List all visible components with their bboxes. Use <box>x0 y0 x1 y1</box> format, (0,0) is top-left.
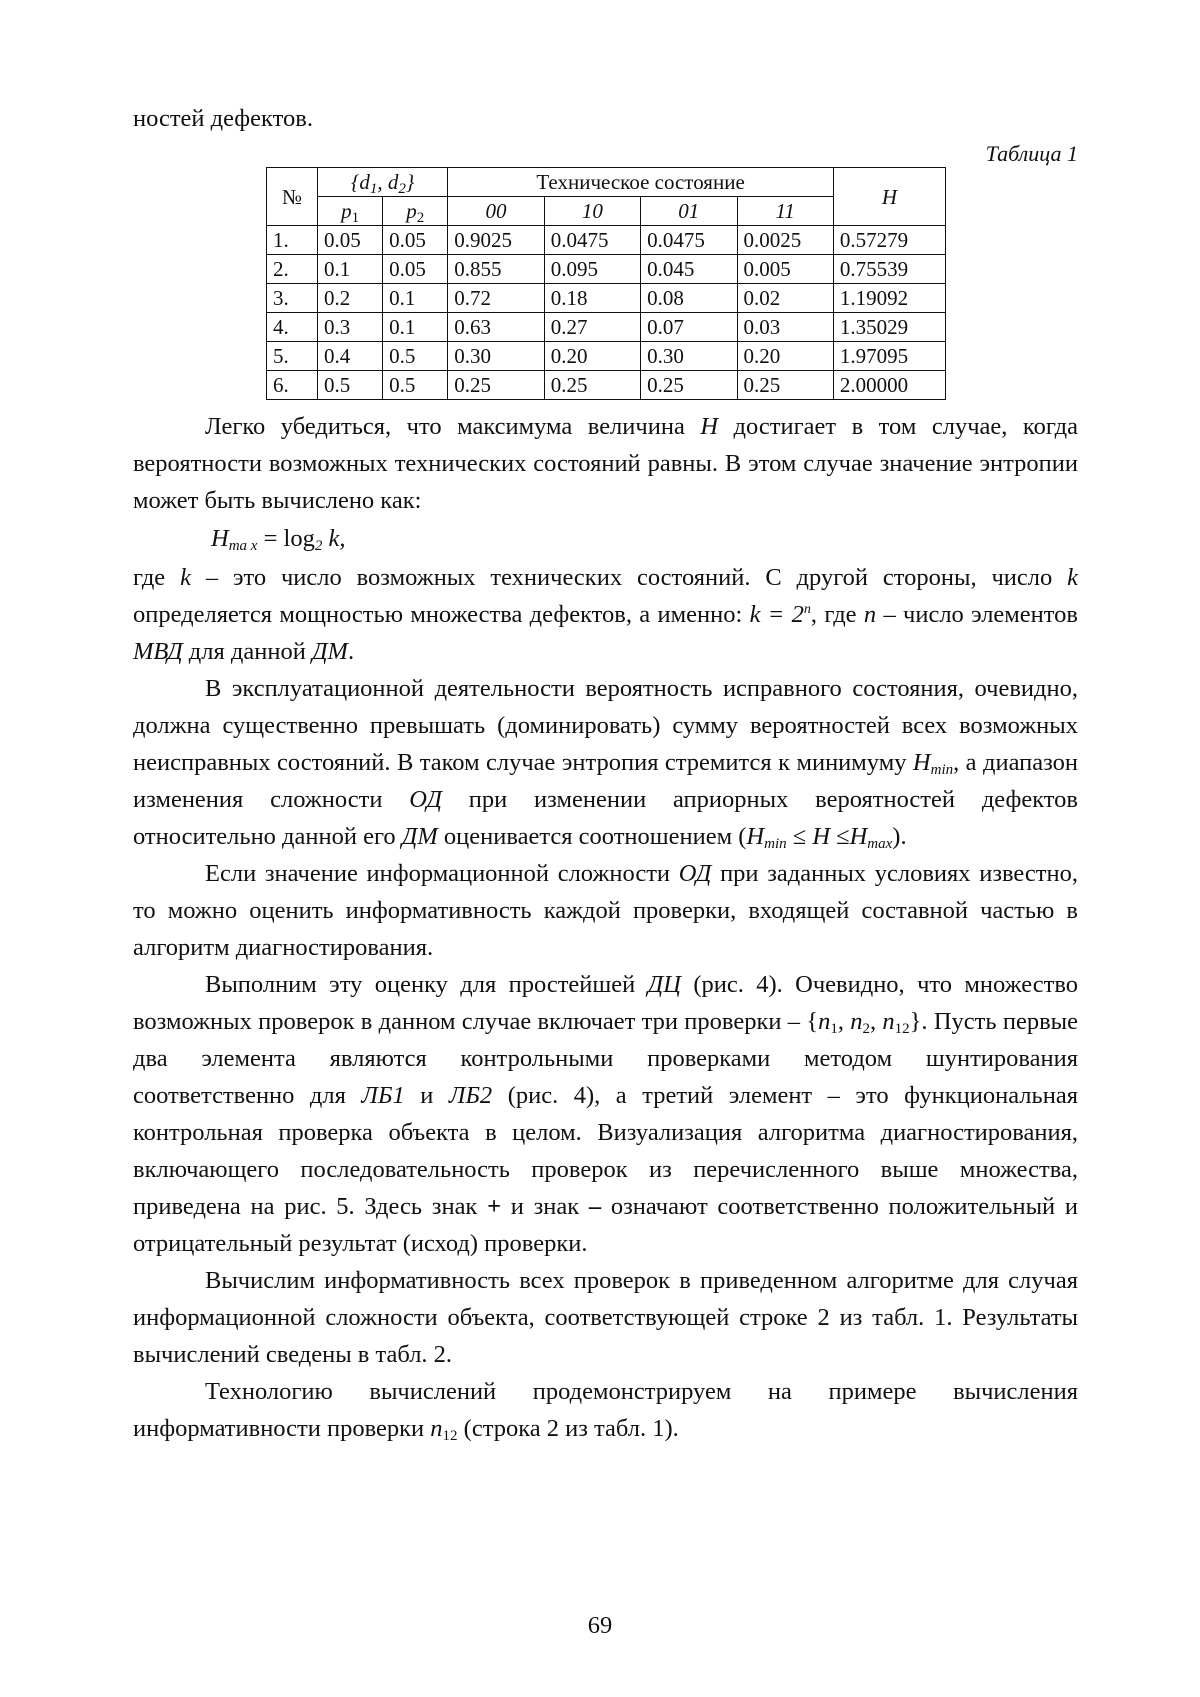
table-cell: 0.855 <box>448 255 544 284</box>
table-cell: 0.25 <box>641 371 737 400</box>
table-cell: 6. <box>267 371 318 400</box>
table-cell: 0.5 <box>318 371 383 400</box>
paragraph-5: Выполним эту оценку для простейшей ДЦ (рис. 4). Очевидно, что множество возможных проверок в данном случае включает три проверки – {n1, n2, n12}. Пусть первые два элемента являются контрольными проверками методом шунтирования соответственно для ЛБ1 и ЛБ2 (рис. 4), а третий элемент – это функциональная контрольная проверка объекта в целом. Визуализация алгоритма диагностирования, включающего последовательность проверок из перечисленного выше множества, приведена на рис. 5. Здесь знак + и знак – означают соответственно положительный и отрицательный результат (исход) проверки. <box>133 966 1078 1262</box>
table-cell: 0.72 <box>448 284 544 313</box>
table-cell: 0.1 <box>383 284 448 313</box>
table-cell: 0.20 <box>544 342 640 371</box>
header-tech-state: Техническое состояние <box>448 168 834 197</box>
header-number: № <box>267 168 318 226</box>
table-cell: 0.30 <box>641 342 737 371</box>
table-cell: 0.3 <box>318 313 383 342</box>
header-p2: p2 <box>383 197 448 226</box>
table-body <box>267 226 946 400</box>
table-cell: 0.57279 <box>833 226 945 255</box>
table-cell: 0.08 <box>641 284 737 313</box>
table-cell: 1. <box>267 226 318 255</box>
paragraph-3: В эксплуатационной деятельности вероятность исправного состояния, очевидно, должна существенно превышать (доминировать) сумму вероятностей всех возможных неисправных состояний. В таком случае энтропия стремится к минимуму Hmin, а диапазон изменения сложности ОД при изменении априорных вероятностей дефектов относительно данной его ДМ оценивается соотношением (Hmin ≤ H ≤Hmax). <box>133 670 1078 855</box>
table-cell: 0.5 <box>383 342 448 371</box>
table-cell: 0.0475 <box>544 226 640 255</box>
table-cell: 0.75539 <box>833 255 945 284</box>
table-cell: 1.97095 <box>833 342 945 371</box>
table-cell: 5. <box>267 342 318 371</box>
header-defect-set: {d1, d2} <box>318 168 448 197</box>
table-cell: 0.095 <box>544 255 640 284</box>
table-cell: 0.05 <box>383 226 448 255</box>
paragraph-1: Легко убедиться, что максимума величина H достигает в том случае, когда вероятности возможных технических состояний равны. В этом случае значение энтропии может быть вычислено как: <box>133 408 1078 519</box>
table-cell: 0.20 <box>737 342 833 371</box>
table-cell: 0.2 <box>318 284 383 313</box>
table-cell: 0.27 <box>544 313 640 342</box>
table-cell: 0.045 <box>641 255 737 284</box>
table-cell: 0.05 <box>383 255 448 284</box>
intro-line: ностей дефектов. <box>133 100 1078 137</box>
table-cell: 0.1 <box>318 255 383 284</box>
table-cell: 0.005 <box>737 255 833 284</box>
paragraph-6: Вычислим информативность всех проверок в приведенном алгоритме для случая информационной сложности объекта, соответствующей строке 2 из табл. 1. Результаты вычислений сведены в табл. 2. <box>133 1262 1078 1373</box>
table-cell: 1.19092 <box>833 284 945 313</box>
paragraph-2: где k – это число возможных технических состояний. С другой стороны, число k определяется мощностью множества дефектов, а именно: k = 2n, где n – число элементов МВД для данной ДМ. <box>133 559 1078 670</box>
table-row <box>267 226 946 255</box>
table-cell: 0.03 <box>737 313 833 342</box>
table-cell: 0.63 <box>448 313 544 342</box>
table-cell: 0.25 <box>544 371 640 400</box>
table-cell: 0.25 <box>737 371 833 400</box>
header-state-01: 01 <box>641 197 737 226</box>
table-cell: 0.1 <box>383 313 448 342</box>
table-caption: Таблица 1 <box>133 141 1078 167</box>
table-cell: 0.5 <box>383 371 448 400</box>
table-cell: 4. <box>267 313 318 342</box>
table-cell: 0.07 <box>641 313 737 342</box>
table-cell: 0.18 <box>544 284 640 313</box>
header-state-11: 11 <box>737 197 833 226</box>
table-cell: 2.00000 <box>833 371 945 400</box>
data-table <box>266 167 946 400</box>
paragraph-4: Если значение информационной сложности ОД при заданных условиях известно, то можно оценить информативность каждой проверки, входящей составной частью в алгоритм диагностирования. <box>133 855 1078 966</box>
table-row <box>267 284 946 313</box>
formula-hmax: Hma x = log2 k, <box>211 519 1078 559</box>
table-row <box>267 313 946 342</box>
table-cell: 2. <box>267 255 318 284</box>
table-cell: 0.0025 <box>737 226 833 255</box>
header-state-00: 00 <box>448 197 544 226</box>
table-cell: 0.4 <box>318 342 383 371</box>
header-entropy: H <box>833 168 945 226</box>
table-row <box>267 255 946 284</box>
page-body <box>133 100 1078 1447</box>
table-row <box>267 371 946 400</box>
table-cell: 0.05 <box>318 226 383 255</box>
table-cell: 0.30 <box>448 342 544 371</box>
table-cell: 1.35029 <box>833 313 945 342</box>
table-row <box>267 342 946 371</box>
header-p1: p1 <box>318 197 383 226</box>
header-state-10: 10 <box>544 197 640 226</box>
table-cell: 0.9025 <box>448 226 544 255</box>
table-cell: 0.0475 <box>641 226 737 255</box>
page-number: 69 <box>0 1612 1200 1640</box>
table-cell: 0.02 <box>737 284 833 313</box>
table-cell: 0.25 <box>448 371 544 400</box>
table-cell: 3. <box>267 284 318 313</box>
paragraph-7: Технологию вычислений продемонстрируем на примере вычисления информативности проверки n12 (строка 2 из табл. 1). <box>133 1373 1078 1447</box>
table-header-row-1 <box>267 168 946 197</box>
